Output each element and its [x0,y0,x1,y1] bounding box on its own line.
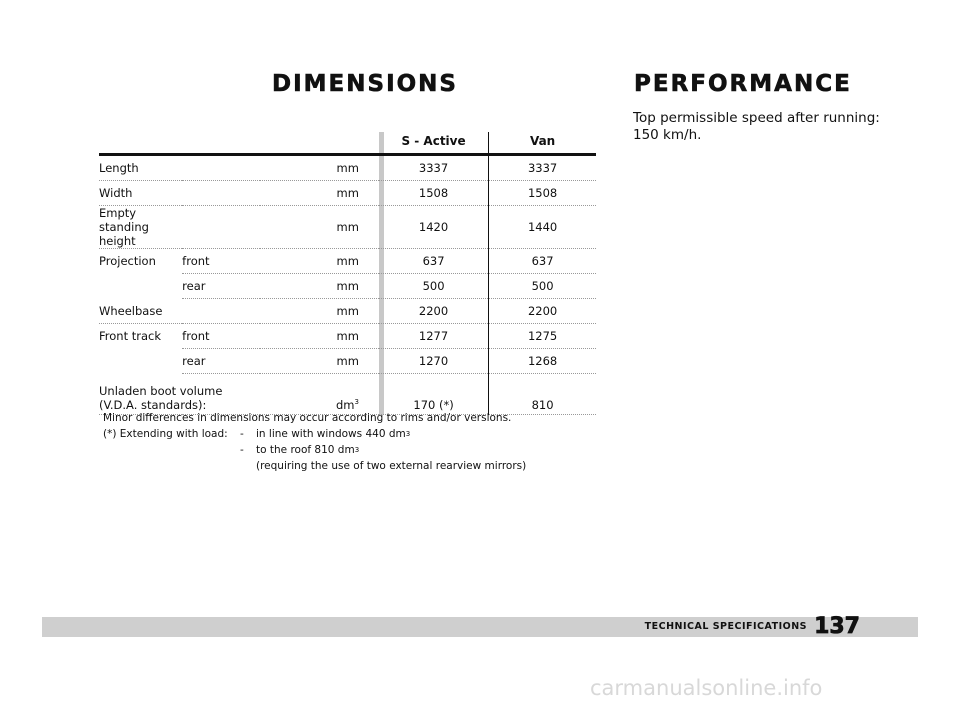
notes-item-1: in line with windows 440 $dm^3$ [256,428,411,440]
row-sub-param [182,155,260,181]
row-sub-param [182,299,260,324]
row-param [99,274,182,299]
table-row [99,181,596,206]
watermark: carmanualsonline.info [590,676,823,700]
table-row-boot-volume [99,374,596,415]
row-unit: mm [260,155,379,181]
row-param: Empty standing height [99,206,182,249]
table-row [99,249,596,274]
row-van-value: 1275 [489,324,596,349]
table-row [99,299,596,324]
row-param: Projection [99,254,156,269]
row-s-active-value: 637 [379,249,489,274]
row-s-active-value: 1277 [379,324,489,349]
page-number: 137 [814,614,860,639]
performance-text: Top permissible speed after running: 150 km/h. [633,110,880,143]
notes-label: (*) Extending with load: [103,428,228,440]
footer-bar [42,614,918,639]
row-van-value: 500 [489,274,596,299]
row-van-value: 637 [489,249,596,274]
performance-heading: PERFORMANCE [634,71,852,97]
row-unit-boot: $dm^3$ [260,374,379,415]
row-sub-param [182,181,260,206]
row-sub-param [182,206,260,249]
row-sub-param: rear [182,274,260,299]
notes-dash-2: - [240,444,244,456]
row-sub-param: rear [182,349,260,374]
table-row [99,206,596,249]
row-s-active-value-boot: 170 (*) [379,374,489,415]
row-unit: mm [260,324,379,349]
notes-item-2: to the roof 810 $dm^3$ [256,444,360,456]
row-s-active-value: 1270 [379,349,489,374]
row-param: Front track [99,329,162,344]
row-param: Width [99,181,182,206]
row-s-active-value: 1508 [379,181,489,206]
row-param: Wheelbase [99,299,182,324]
row-unit: mm [260,349,379,374]
row-sub-param: front [182,324,260,349]
notes [103,410,526,474]
row-unit: mm [260,206,379,249]
row-van-value: 1508 [489,181,596,206]
row-s-active-value: 500 [379,274,489,299]
row-van-value: 3337 [489,155,596,181]
row-sub-param: front [182,249,260,274]
row-s-active-value: 1420 [379,206,489,249]
row-unit: mm [260,181,379,206]
row-param-boot: Unladen boot volume (V.D.A. standards): [99,374,260,415]
row-van-value: 2200 [489,299,596,324]
notes-dash-1: - [240,428,244,440]
row-van-value-boot: 810 [489,374,596,415]
row-van-value: 1440 [489,206,596,249]
table-row [99,155,596,181]
row-s-active-value: 3337 [379,155,489,181]
row-s-active-value: 2200 [379,299,489,324]
table-row [99,274,596,299]
row-param: Length [99,155,182,181]
dimensions-table [99,132,596,415]
row-unit: mm [260,249,379,274]
table-header-row [99,132,596,155]
row-van-value: 1268 [489,349,596,374]
row-unit: mm [260,274,379,299]
column-header-van: Van [489,132,596,155]
row-unit: mm [260,299,379,324]
column-header-s-active: S - Active [379,132,489,155]
row-param [99,349,182,374]
table-row [99,349,596,374]
notes-item-3: (requiring the use of two external rearview mirrors) [256,460,527,472]
notes-line-1: Minor differences in dimensions may occur according to rims and/or versions. [103,412,512,424]
table-row [99,324,596,349]
footer-section-title: TECHNICAL SPECIFICATIONS [644,621,807,632]
dimensions-heading: DIMENSIONS [272,71,458,97]
